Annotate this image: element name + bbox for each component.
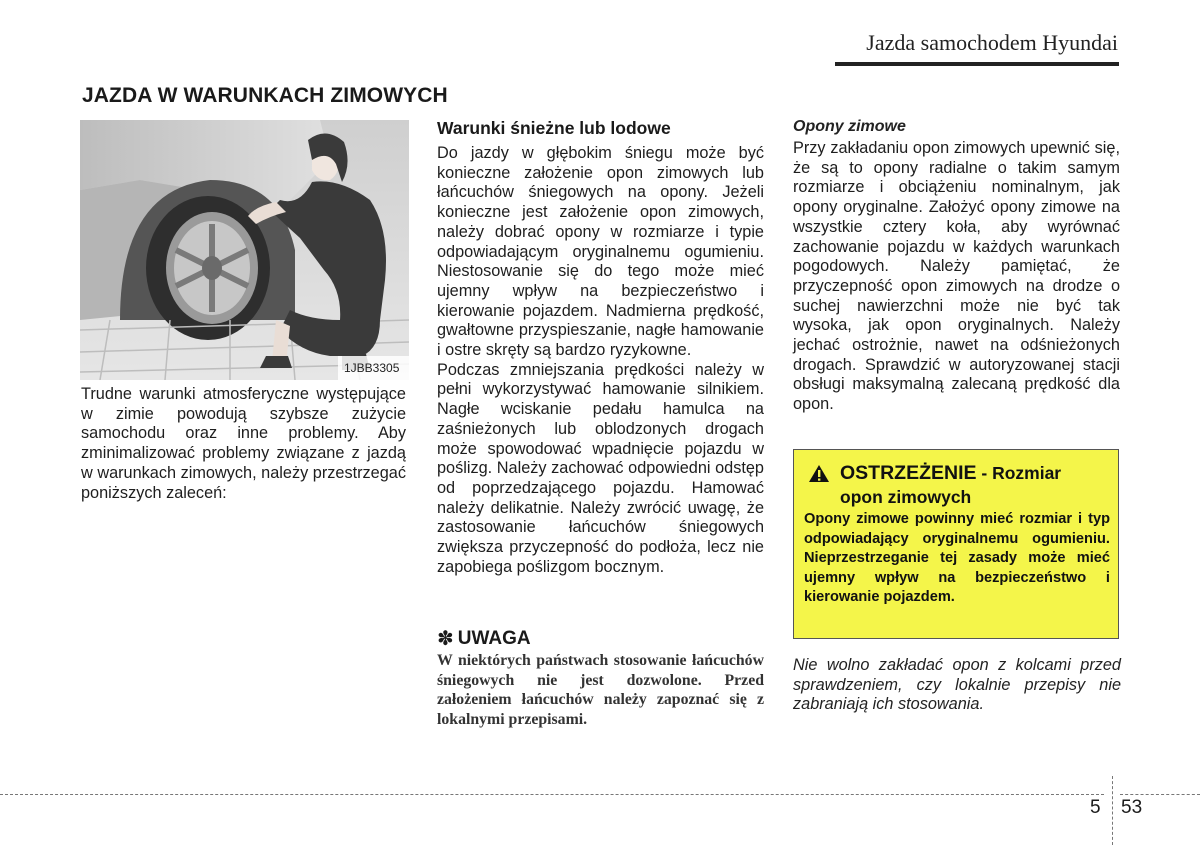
running-header: Jazda samochodem Hyundai bbox=[866, 30, 1118, 55]
warning-triangle-icon bbox=[808, 464, 830, 483]
snow-ice-paragraph-2: Podczas zmniejszania prędkości należy w pełni wykorzystywać hamowanie silnikiem. Nagłe wciskanie pedału hamulca na zaśnieżonych lub oblodzonych drogach może spowodować wpadnięcie pojazdu w poślizg. Należy zachować odpowiedni odstęp od poprzedzającego pojazdu. Hamować należy delikatnie. Należy zwrócić uwagę, że zastosowanie łańcuchów śniegowych zwiększa przyczepność do podłoża, lecz nie zapobiega poślizgom bocznym. bbox=[437, 360, 764, 576]
footer-divider-left bbox=[0, 794, 1104, 795]
section-title: JAZDA W WARUNKACH ZIMOWYCH bbox=[82, 84, 448, 107]
note-title-label: UWAGA bbox=[457, 627, 531, 649]
warning-label: OSTRZEŻENIE bbox=[840, 462, 977, 484]
note-title bbox=[437, 626, 531, 651]
footer-page-separator bbox=[1112, 776, 1113, 845]
winter-tires-body: Przy zakładaniu opon zimowych upewnić się, że są to opony radialne o takim samym rozmiarze i obciążeniu nominalnym, jak opony oryginalne. Założyć opony zimowe na wszystkie cztery koła, aby wyrównać zachowanie pojazdu w każdych warunkach pogodowych. Należy pamiętać, że przyczepność opon zimowych na drodze o suchej nawierzchni może nie być tak wysoka, jak opon oryginalnych. Należy jechać ostrożnie, nawet na odśnieżonych drogach. Sprawdzić w autoryzowanej stacji obsługi maksymalną zalecaną prędkość dla opon. bbox=[793, 139, 1120, 414]
header-rule bbox=[835, 62, 1119, 66]
warning-box bbox=[793, 449, 1119, 639]
studded-tires-note: Nie wolno zakładać opon z kolcami przed sprawdzeniem, czy lokalnie przepisy nie zabraniają ich stosowania. bbox=[793, 656, 1121, 714]
warning-text: Opony zimowe powinny mieć rozmiar i typ odpowiadający oryginalnemu ogumieniu. Nieprzestrzeganie tej zasady może mieć ujemny wpływ na bezpieczeństwo i kierowanie pojazdem. bbox=[804, 511, 1110, 605]
note-text: W niektórych państwach stosowanie łańcuchów śniegowych nie jest dozwolone. Przed założeniem łańcuchów należy zapoznać się z lokalnymi przepisami. bbox=[437, 652, 764, 728]
footer-divider-right bbox=[1120, 794, 1200, 795]
winter-tires-heading: Opony zimowe bbox=[793, 118, 906, 135]
page-number: 53 bbox=[1121, 797, 1143, 818]
warning-title-line2: opon zimowych bbox=[840, 487, 972, 507]
winter-tire-illustration bbox=[80, 120, 409, 380]
snow-ice-heading: Warunki śnieżne lub lodowe bbox=[437, 118, 671, 138]
illustration-code: 1JBB3305 bbox=[344, 361, 400, 375]
snow-ice-body bbox=[437, 144, 764, 577]
snow-ice-paragraph-1: Do jazdy w głębokim śniegu może być konieczne założenie opon zimowych lub łańcuchów śniegowych na opony. Jeżeli konieczne jest założenie opon zimowych, należy dobrać opony w rozmiarze i typie odpowiadającym oryginalnemu ogumieniu. Niestosowanie się do tego może mieć ujemny wpływ na bezpieczeństwo i kierowanie pojazdem. Nadmierna prędkość, gwałtowne przyspieszanie, nagłe hamowanie i ostre skręty są bardzo ryzykowne. bbox=[437, 144, 764, 360]
warning-title-line1: - Rozmiar bbox=[976, 463, 1062, 483]
intro-paragraph: Trudne warunki atmosferyczne występujące w zimie powodują szybsze zużycie samochodu oraz inne problemy. Aby zminimalizować problemy związane z jazdą w warunkach zimowych, należy przestrzegać poniższych zaleceń: bbox=[81, 385, 406, 502]
illustration-drawing bbox=[80, 120, 409, 380]
chapter-number: 5 bbox=[1090, 797, 1101, 818]
note-star-icon: ✽ bbox=[437, 628, 454, 650]
